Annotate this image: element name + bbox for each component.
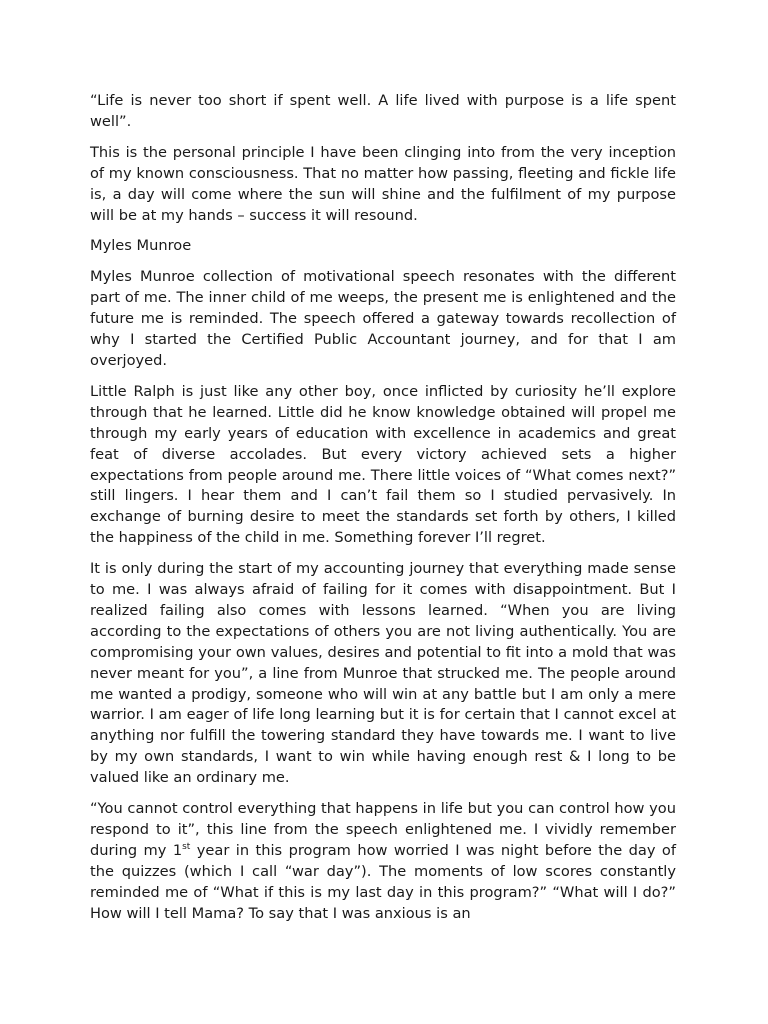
ordinal-superscript: st <box>182 842 191 853</box>
control-quote-paragraph <box>90 799 676 924</box>
author-name: Myles Munroe <box>90 237 192 255</box>
accounting-journey-paragraph: It is only during the start of my accounting journey that everything made sense to me. I was always afraid of failing for it comes with disappointment. But I realized failing also comes with lessons learned. “When you are living according to the expectations of others you are not living authentically. You are compromising your own values, desires and potential to fit into a mold that was never meant for you”, a line from Munroe that strucked me. The people around me wanted a prodigy, someone who will win at any battle but I am only a mere warrior. I am eager of life long learning but it is for certain that I cannot excel at anything nor fulfill the towering standard they have towards me. I want to live by my own standards, I want to win while having enough rest & I long to be valued like an ordinary me. <box>90 560 676 787</box>
opening-quote: “Life is never too short if spent well. A life lived with purpose is a life spent well”. <box>90 92 676 130</box>
speech-paragraph: Myles Munroe collection of motivational speech resonates with the different part of me. The inner child of me weeps, the present me is enlightened and the future me is reminded. The speech offered a gateway towards recollection of why I started the Certified Public Accountant journey, and for that I am overjoyed. <box>90 268 676 369</box>
control-quote-text-start: “You cannot control everything that happens in life but you can control how you respond to it”, this line from the speech enlightened me. I vividly remember during my 1 <box>90 800 676 859</box>
little-ralph-paragraph: Little Ralph is just like any other boy, once inflicted by curiosity he’ll explore through that he learned. Little did he know knowledge obtained will propel me through my early years of education with excellence in academics and great feat of diverse accolades. But every victory achieved sets a higher expectations from people around me. There little voices of “What comes next?” still lingers. I hear them and I can’t fail them so I studied pervasively. In exchange of burning desire to meet the standards set forth by others, I killed the happiness of the child in me. Something forever I’ll regret. <box>90 382 676 547</box>
principle-paragraph: This is the personal principle I have been clinging into from the very inception of my known consciousness. That no matter how passing, fleeting and fickle life is, a day will come where the sun will shine and the fulfilment of my purpose will be at my hands – success it will resound. <box>90 143 676 224</box>
document-page <box>90 91 676 935</box>
control-quote-text-end: year in this program how worried I was night before the day of the quizzes (which I call “war day”). The moments of low scores constantly reminded me of “What if this is my last day in this program?” “What will I do?” How will I tell Mama? To say that I was anxious is an <box>90 841 677 922</box>
